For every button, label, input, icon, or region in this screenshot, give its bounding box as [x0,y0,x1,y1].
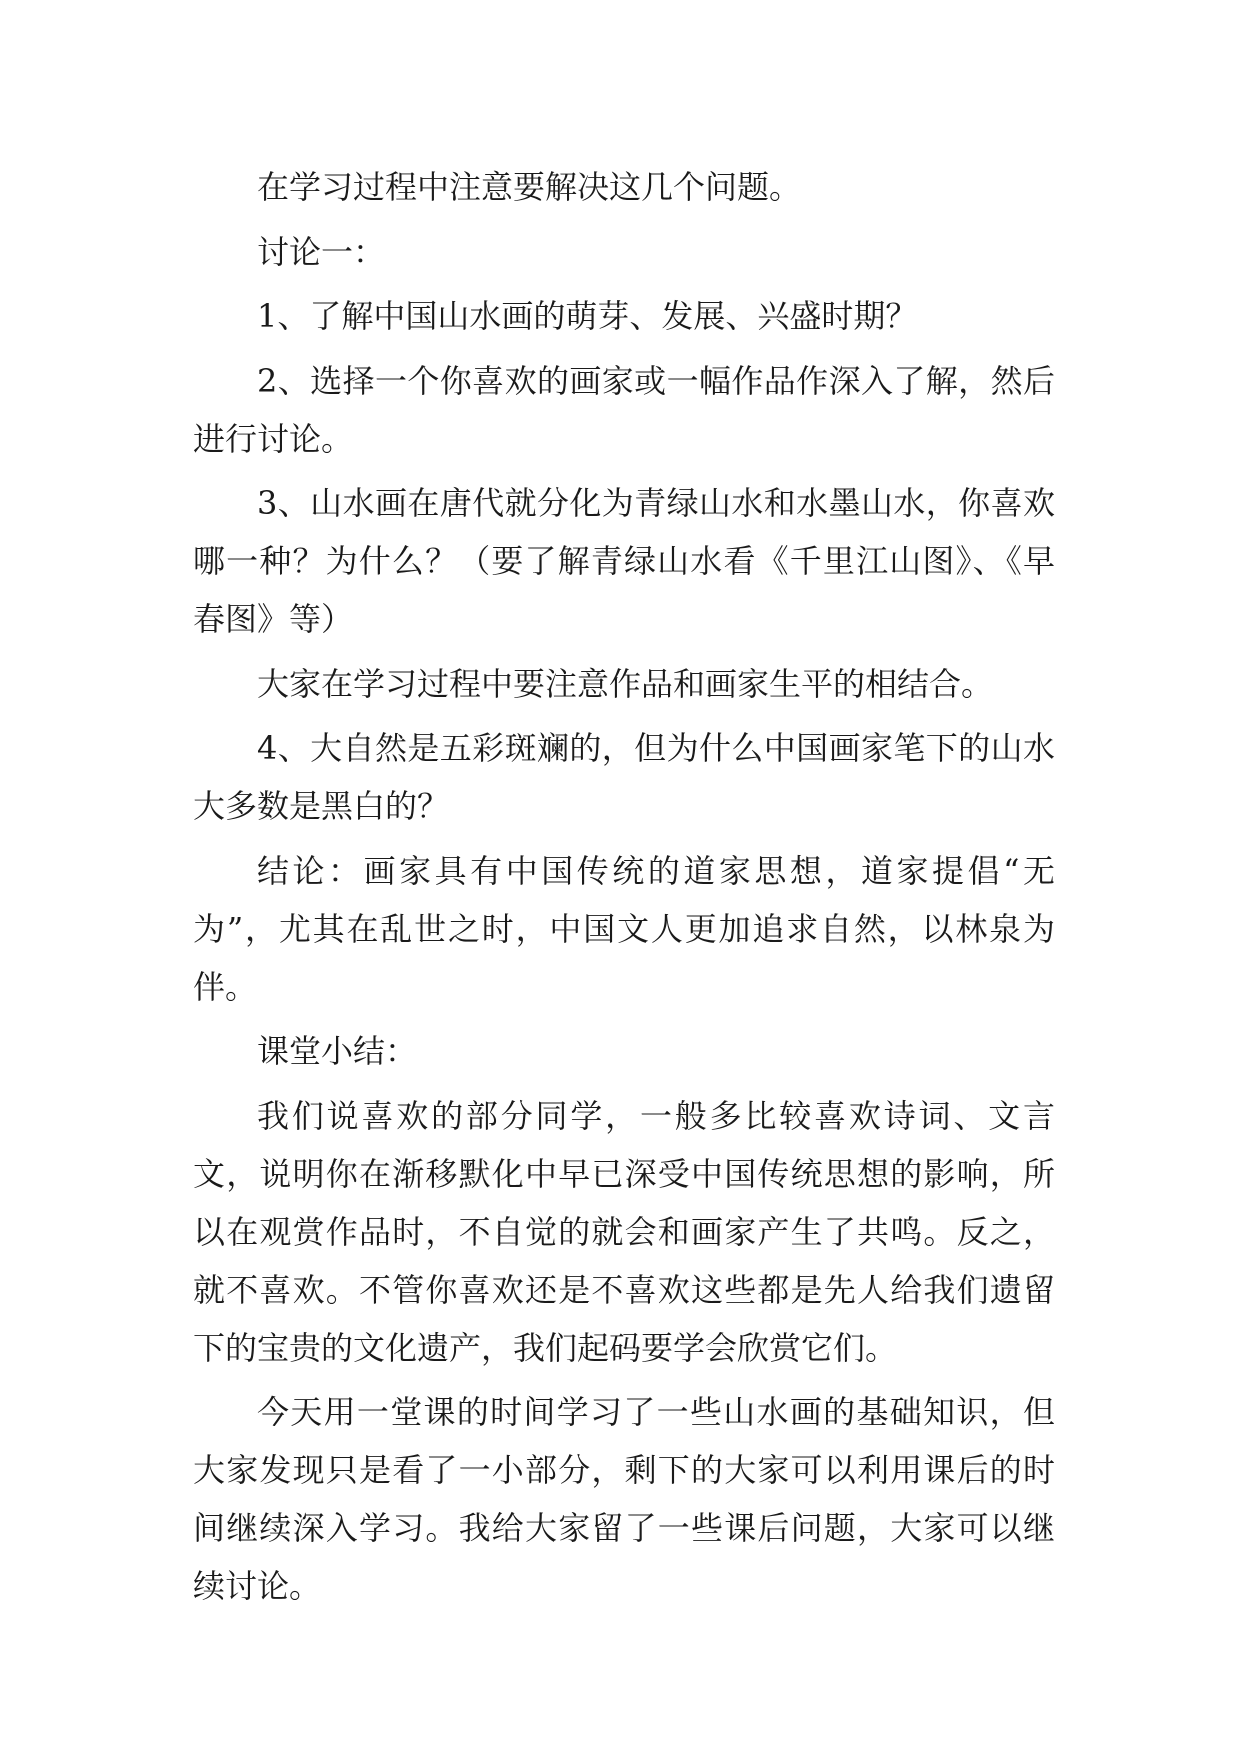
paragraph-intro: 在学习过程中注意要解决这几个问题。 [257,168,802,206]
paragraph-conclusion: 结论：画家具有中国传统的道家思想，道家提倡“无为”，尤其在乱世之时，中国文人更加追求自然，以林泉为伴。 [193,851,1055,1006]
paragraph-question-1: 1、了解中国山水画的萌芽、发展、兴盛时期？ [257,297,918,335]
paragraph-question-4: 4、大自然是五彩斑斓的，但为什么中国画家笔下的山水大多数是黑白的？ [193,729,1055,825]
paragraph-summary: 我们说喜欢的部分同学，一般多比较喜欢诗词、文言文，说明你在渐移默化中早已深受中国传统思想的影响，所以在观赏作品时，不自觉的就会和画家产生了共鸣。反之，就不喜欢。不管你喜欢还是不喜欢这些都是先人给我们遗留下的宝贵的文化遗产，我们起码要学会欣赏它们。 [193,1096,1055,1367]
paragraph-question-3: 3、山水画在唐代就分化为青绿山水和水墨山水，你喜欢哪一种？为什么？（要了解青绿山水看《千里江山图》、《早春图》等） [193,484,1055,638]
paragraph-summary-heading: 课堂小结： [257,1032,418,1070]
paragraph-discussion-heading: 讨论一： [257,232,386,271]
paragraph-closing: 今天用一堂课的时间学习了一些山水画的基础知识，但大家发现只是看了一小部分，剩下的大家可以利用课后的时间继续深入学习。我给大家留了一些课后问题，大家可以继续讨论。 [193,1393,1055,1605]
paragraph-note: 大家在学习过程中要注意作品和画家生平的相结合。 [257,664,994,703]
document-page [193,158,1055,1622]
paragraph-question-2: 2、选择一个你喜欢的画家或一幅作品作深入了解，然后进行讨论。 [193,361,1055,458]
